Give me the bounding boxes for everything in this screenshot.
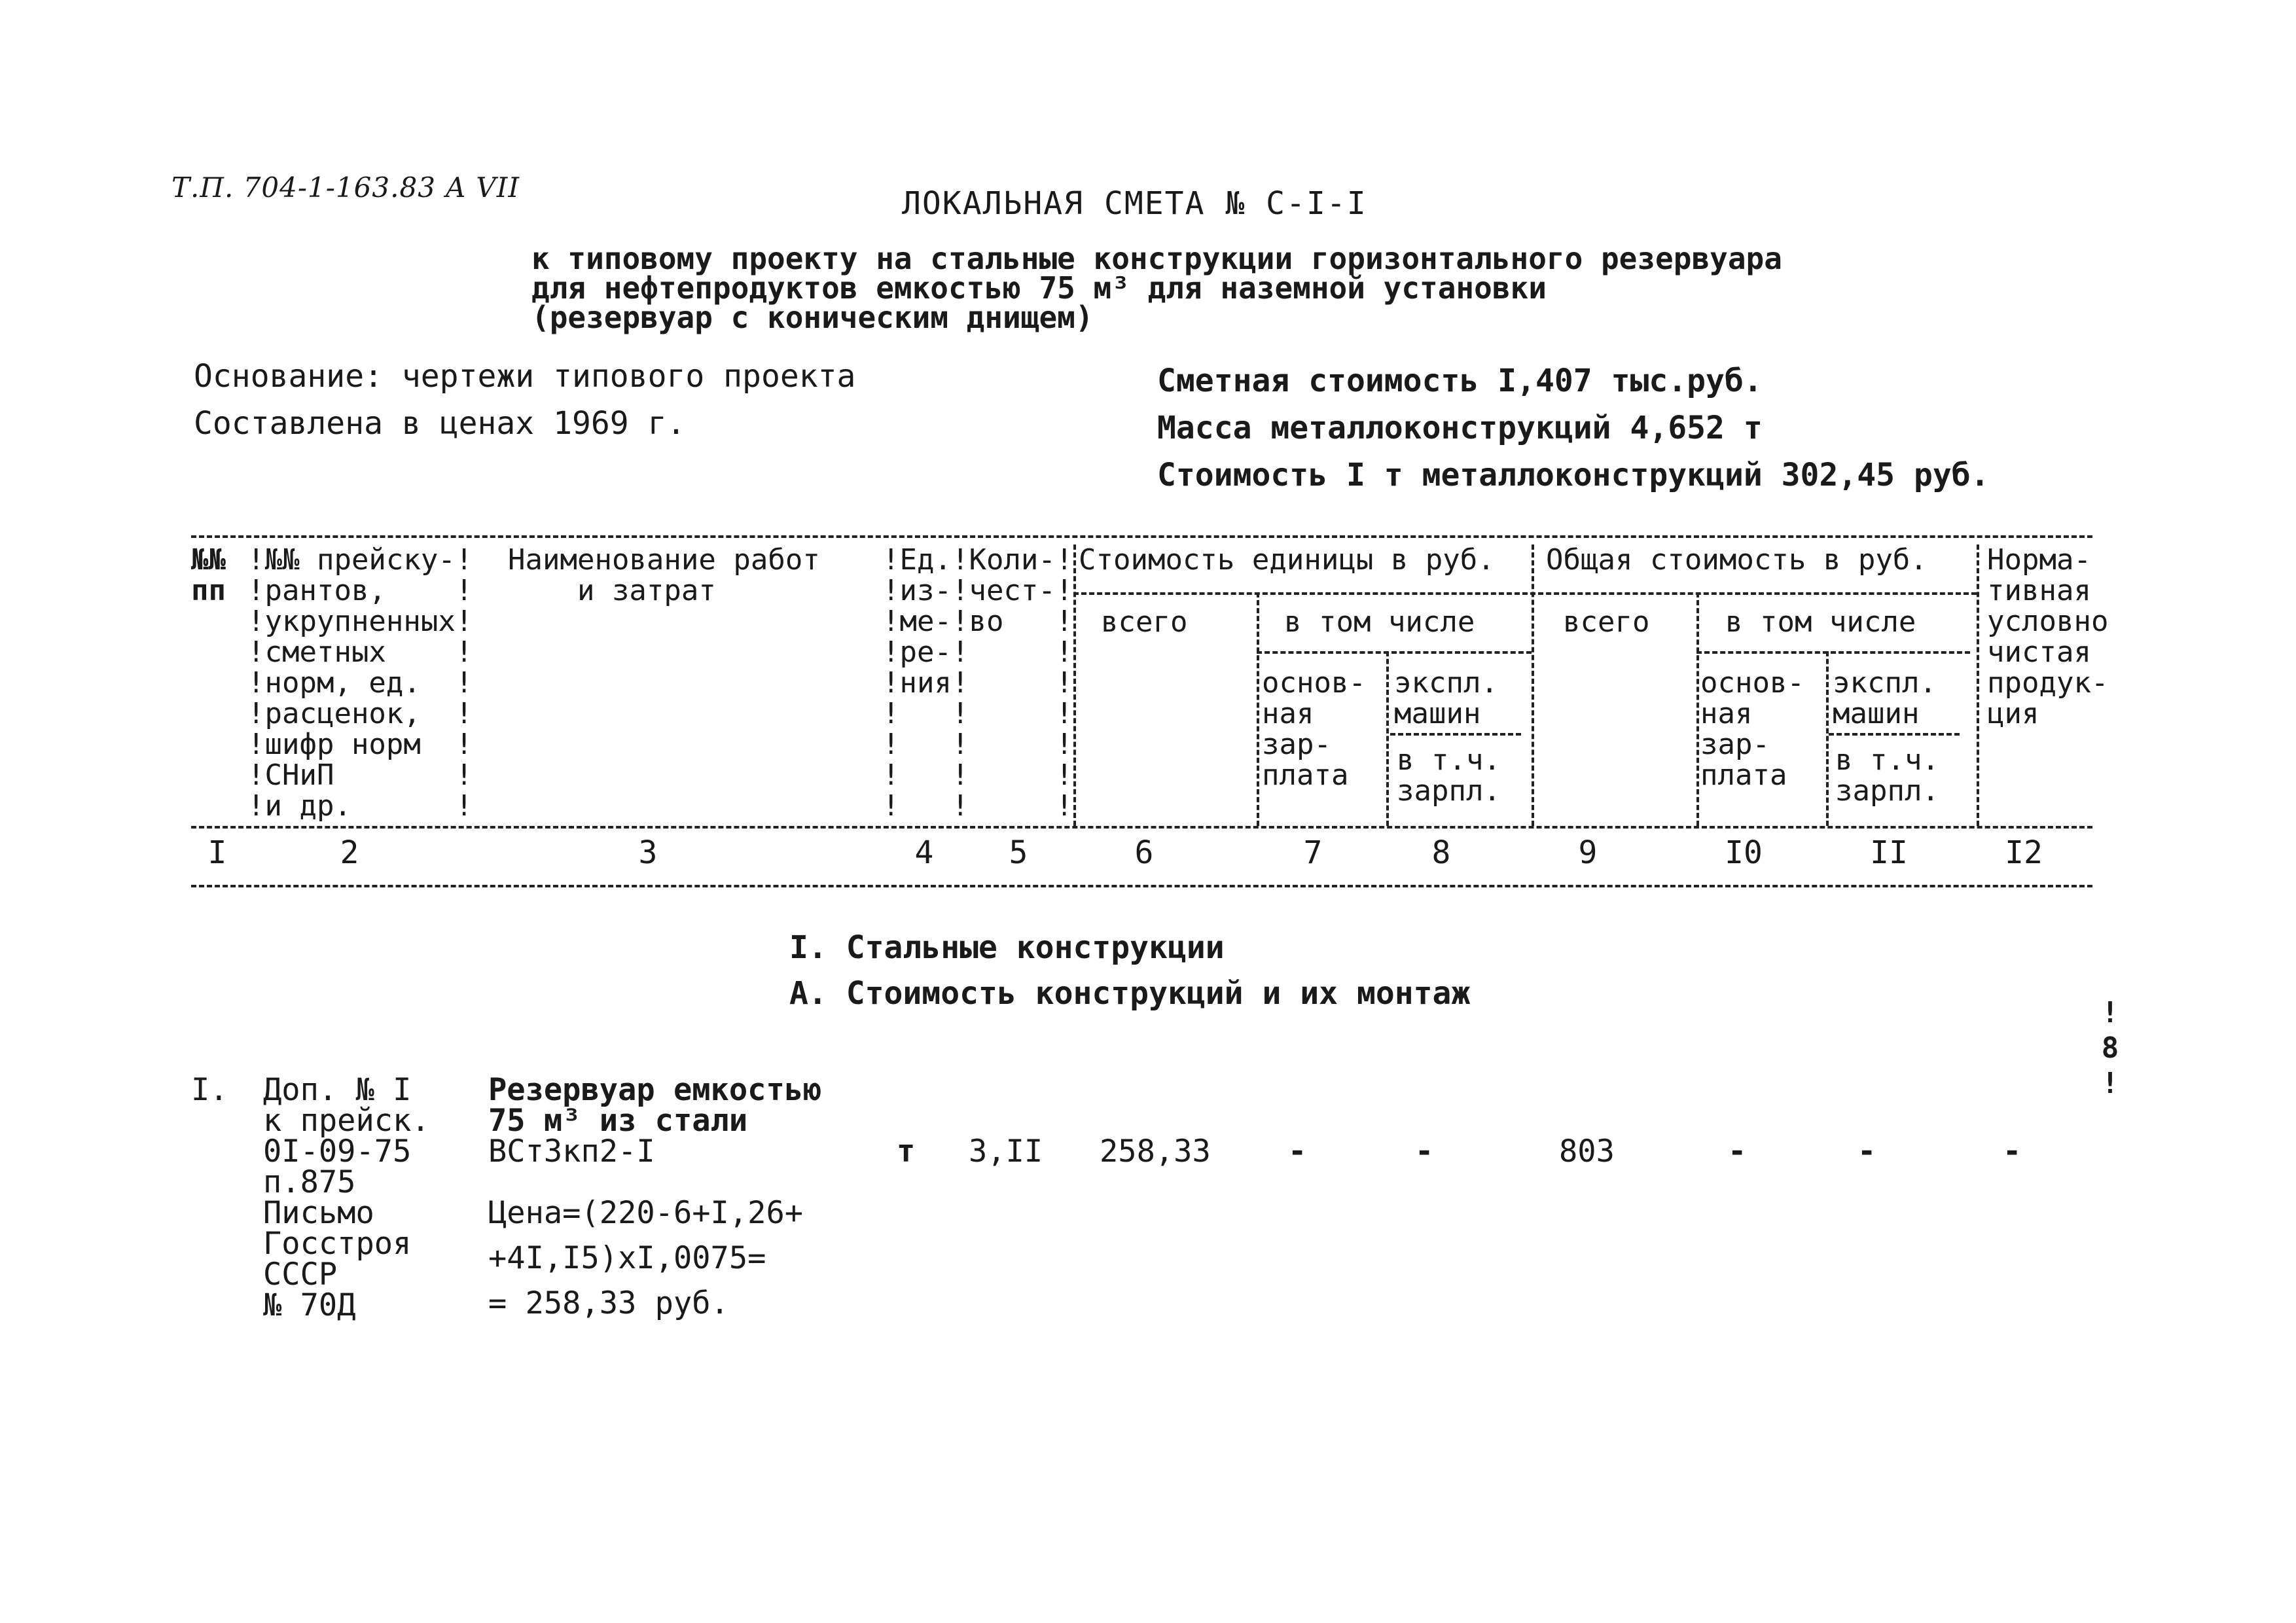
row-name-line-1: Резервуар емкостью bbox=[488, 1072, 822, 1108]
header-total-total: всего bbox=[1563, 605, 1650, 639]
row-code-line-5: Письмо bbox=[263, 1195, 374, 1231]
header-unit-machines: экспл. машин bbox=[1394, 666, 1498, 730]
header-col-4-5: !Ед.!Коли-! !из-!чест-! !ме-!во ! !ре-! ! !ния! ! ! ! ! ! ! ! ! ! ! ! ! ! bbox=[882, 543, 1073, 823]
basis-text: Основание: чертежи типового проекта bbox=[194, 358, 856, 395]
row-formula-line-3: = 258,33 руб. bbox=[488, 1285, 729, 1321]
header-col-3: Наименование работ и затрат bbox=[508, 543, 820, 607]
col-number-3: 3 bbox=[638, 834, 658, 871]
section-heading: I. Стальные конструкции bbox=[789, 929, 1225, 966]
col-sep-9 bbox=[1532, 544, 1534, 826]
header-total-wage: основ- ная зар- плата bbox=[1700, 666, 1804, 792]
col-number-12: I2 bbox=[2005, 834, 2043, 871]
row-unit-wage: - bbox=[1288, 1133, 1307, 1169]
row-code-line-4: п.875 bbox=[263, 1164, 356, 1200]
col-number-5: 5 bbox=[1009, 834, 1028, 871]
col-sep-12 bbox=[1977, 544, 1979, 826]
col-number-8: 8 bbox=[1431, 834, 1451, 871]
row-unit-total: 258,33 bbox=[1100, 1133, 1211, 1169]
row-total-wage: - bbox=[1728, 1133, 1747, 1169]
row-name-line-2: 75 м³ из стали bbox=[488, 1103, 748, 1139]
subsection-heading: А. Стоимость конструкций и их монтаж bbox=[789, 975, 1471, 1012]
row-code-line-6: Госстроя bbox=[263, 1226, 412, 1262]
row-total-machines: - bbox=[1857, 1133, 1876, 1169]
row-code-line-3: 0I-09-75 bbox=[263, 1133, 412, 1169]
estimated-cost: Сметная стоимость I,407 тыс.руб. bbox=[1157, 363, 1763, 399]
col-number-9: 9 bbox=[1578, 834, 1598, 871]
row-total: 803 bbox=[1559, 1133, 1615, 1169]
header-total-mach-wage: в т.ч. зарпл. bbox=[1835, 743, 1939, 808]
header-unit-mach-wage: в т.ч. зарпл. bbox=[1397, 743, 1501, 808]
header-total-cost: Общая стоимость в руб. bbox=[1546, 543, 1928, 577]
page-marker-bottom: ! bbox=[2101, 1067, 2119, 1100]
metal-mass: Масса металлоконструкций 4,652 т bbox=[1157, 410, 1763, 446]
col-number-7: 7 bbox=[1303, 834, 1323, 871]
row-norm-product: - bbox=[2003, 1133, 2022, 1169]
column-numbers-rule bbox=[191, 885, 2092, 887]
col-sep-11 bbox=[1826, 651, 1829, 826]
row-code-line-2: к прейск. bbox=[263, 1103, 430, 1139]
col-sep-7 bbox=[1257, 592, 1259, 826]
header-total-sub-rule bbox=[1696, 651, 1970, 654]
subtitle-line-3: (резервуар с коническим днищем) bbox=[531, 300, 1094, 335]
row-unit-machines: - bbox=[1415, 1133, 1434, 1169]
header-unit-incl: в том числе bbox=[1284, 605, 1475, 639]
table-top-rule bbox=[191, 535, 2092, 538]
header-norm-product: Норма- тивная условно чистая продук- ция bbox=[1987, 543, 2109, 730]
col-sep-10 bbox=[1696, 592, 1699, 826]
subtitle-line-2: для нефтепродуктов емкостью 75 м³ для наземной установки bbox=[531, 270, 1547, 306]
header-unit-cost: Стоимость единицы в руб. bbox=[1079, 543, 1495, 577]
col-number-4: 4 bbox=[914, 834, 934, 871]
header-unit-total: всего bbox=[1101, 605, 1188, 639]
page-number: 8 bbox=[2101, 1031, 2119, 1065]
row-number: I. bbox=[191, 1072, 228, 1108]
price-level-text: Составлена в ценах 1969 г. bbox=[194, 405, 686, 442]
header-mid-rule bbox=[1073, 592, 1977, 595]
estimate-title: ЛОКАЛЬНАЯ СМЕТА № С-I-I bbox=[902, 185, 1367, 222]
row-formula-line-2: +4I,I5)xI,0075= bbox=[488, 1240, 766, 1276]
row-code-line-1: Доп. № I bbox=[263, 1072, 412, 1108]
col-number-11: II bbox=[1870, 834, 1908, 871]
col-sep-6 bbox=[1073, 544, 1076, 826]
header-unit-mach-rule bbox=[1390, 733, 1521, 736]
header-col-2: !№№ прейску-! !рантов, ! !укрупненных! !сметных ! !норм, ед. ! !расценок, ! !шифр норм ! !СНиП ! !и др. ! bbox=[247, 543, 473, 823]
header-total-mach-rule bbox=[1829, 733, 1960, 736]
col-number-6: 6 bbox=[1134, 834, 1154, 871]
col-sep-8 bbox=[1386, 651, 1389, 826]
header-bottom-rule bbox=[191, 826, 2092, 829]
col-number-1: I bbox=[207, 834, 227, 871]
header-col-1: №№ пп bbox=[191, 543, 226, 607]
col-number-2: 2 bbox=[340, 834, 359, 871]
header-unit-sub-rule bbox=[1257, 651, 1532, 654]
row-unit: т bbox=[897, 1133, 916, 1169]
subtitle-line-1: к типовому проекту на стальные конструкции горизонтального резервуара bbox=[531, 241, 1782, 276]
row-code-line-7: СССР bbox=[263, 1257, 338, 1293]
row-code-line-8: № 70Д bbox=[263, 1287, 356, 1323]
header-total-machines: экспл. машин bbox=[1833, 666, 1937, 730]
page-marker-top: ! bbox=[2101, 996, 2119, 1029]
cost-per-ton: Стоимость I т металлоконструкций 302,45 руб. bbox=[1157, 457, 1990, 493]
row-name-line-3: ВСт3кп2-I bbox=[488, 1133, 655, 1169]
row-formula-line-1: Цена=(220-6+I,26+ bbox=[488, 1195, 804, 1231]
header-unit-wage: основ- ная зар- плата bbox=[1262, 666, 1366, 792]
row-quantity: 3,II bbox=[969, 1133, 1043, 1169]
col-number-10: I0 bbox=[1725, 834, 1763, 871]
header-total-incl: в том числе bbox=[1725, 605, 1916, 639]
document-code: Т.П. 704-1-163.83 А VII bbox=[171, 171, 520, 204]
